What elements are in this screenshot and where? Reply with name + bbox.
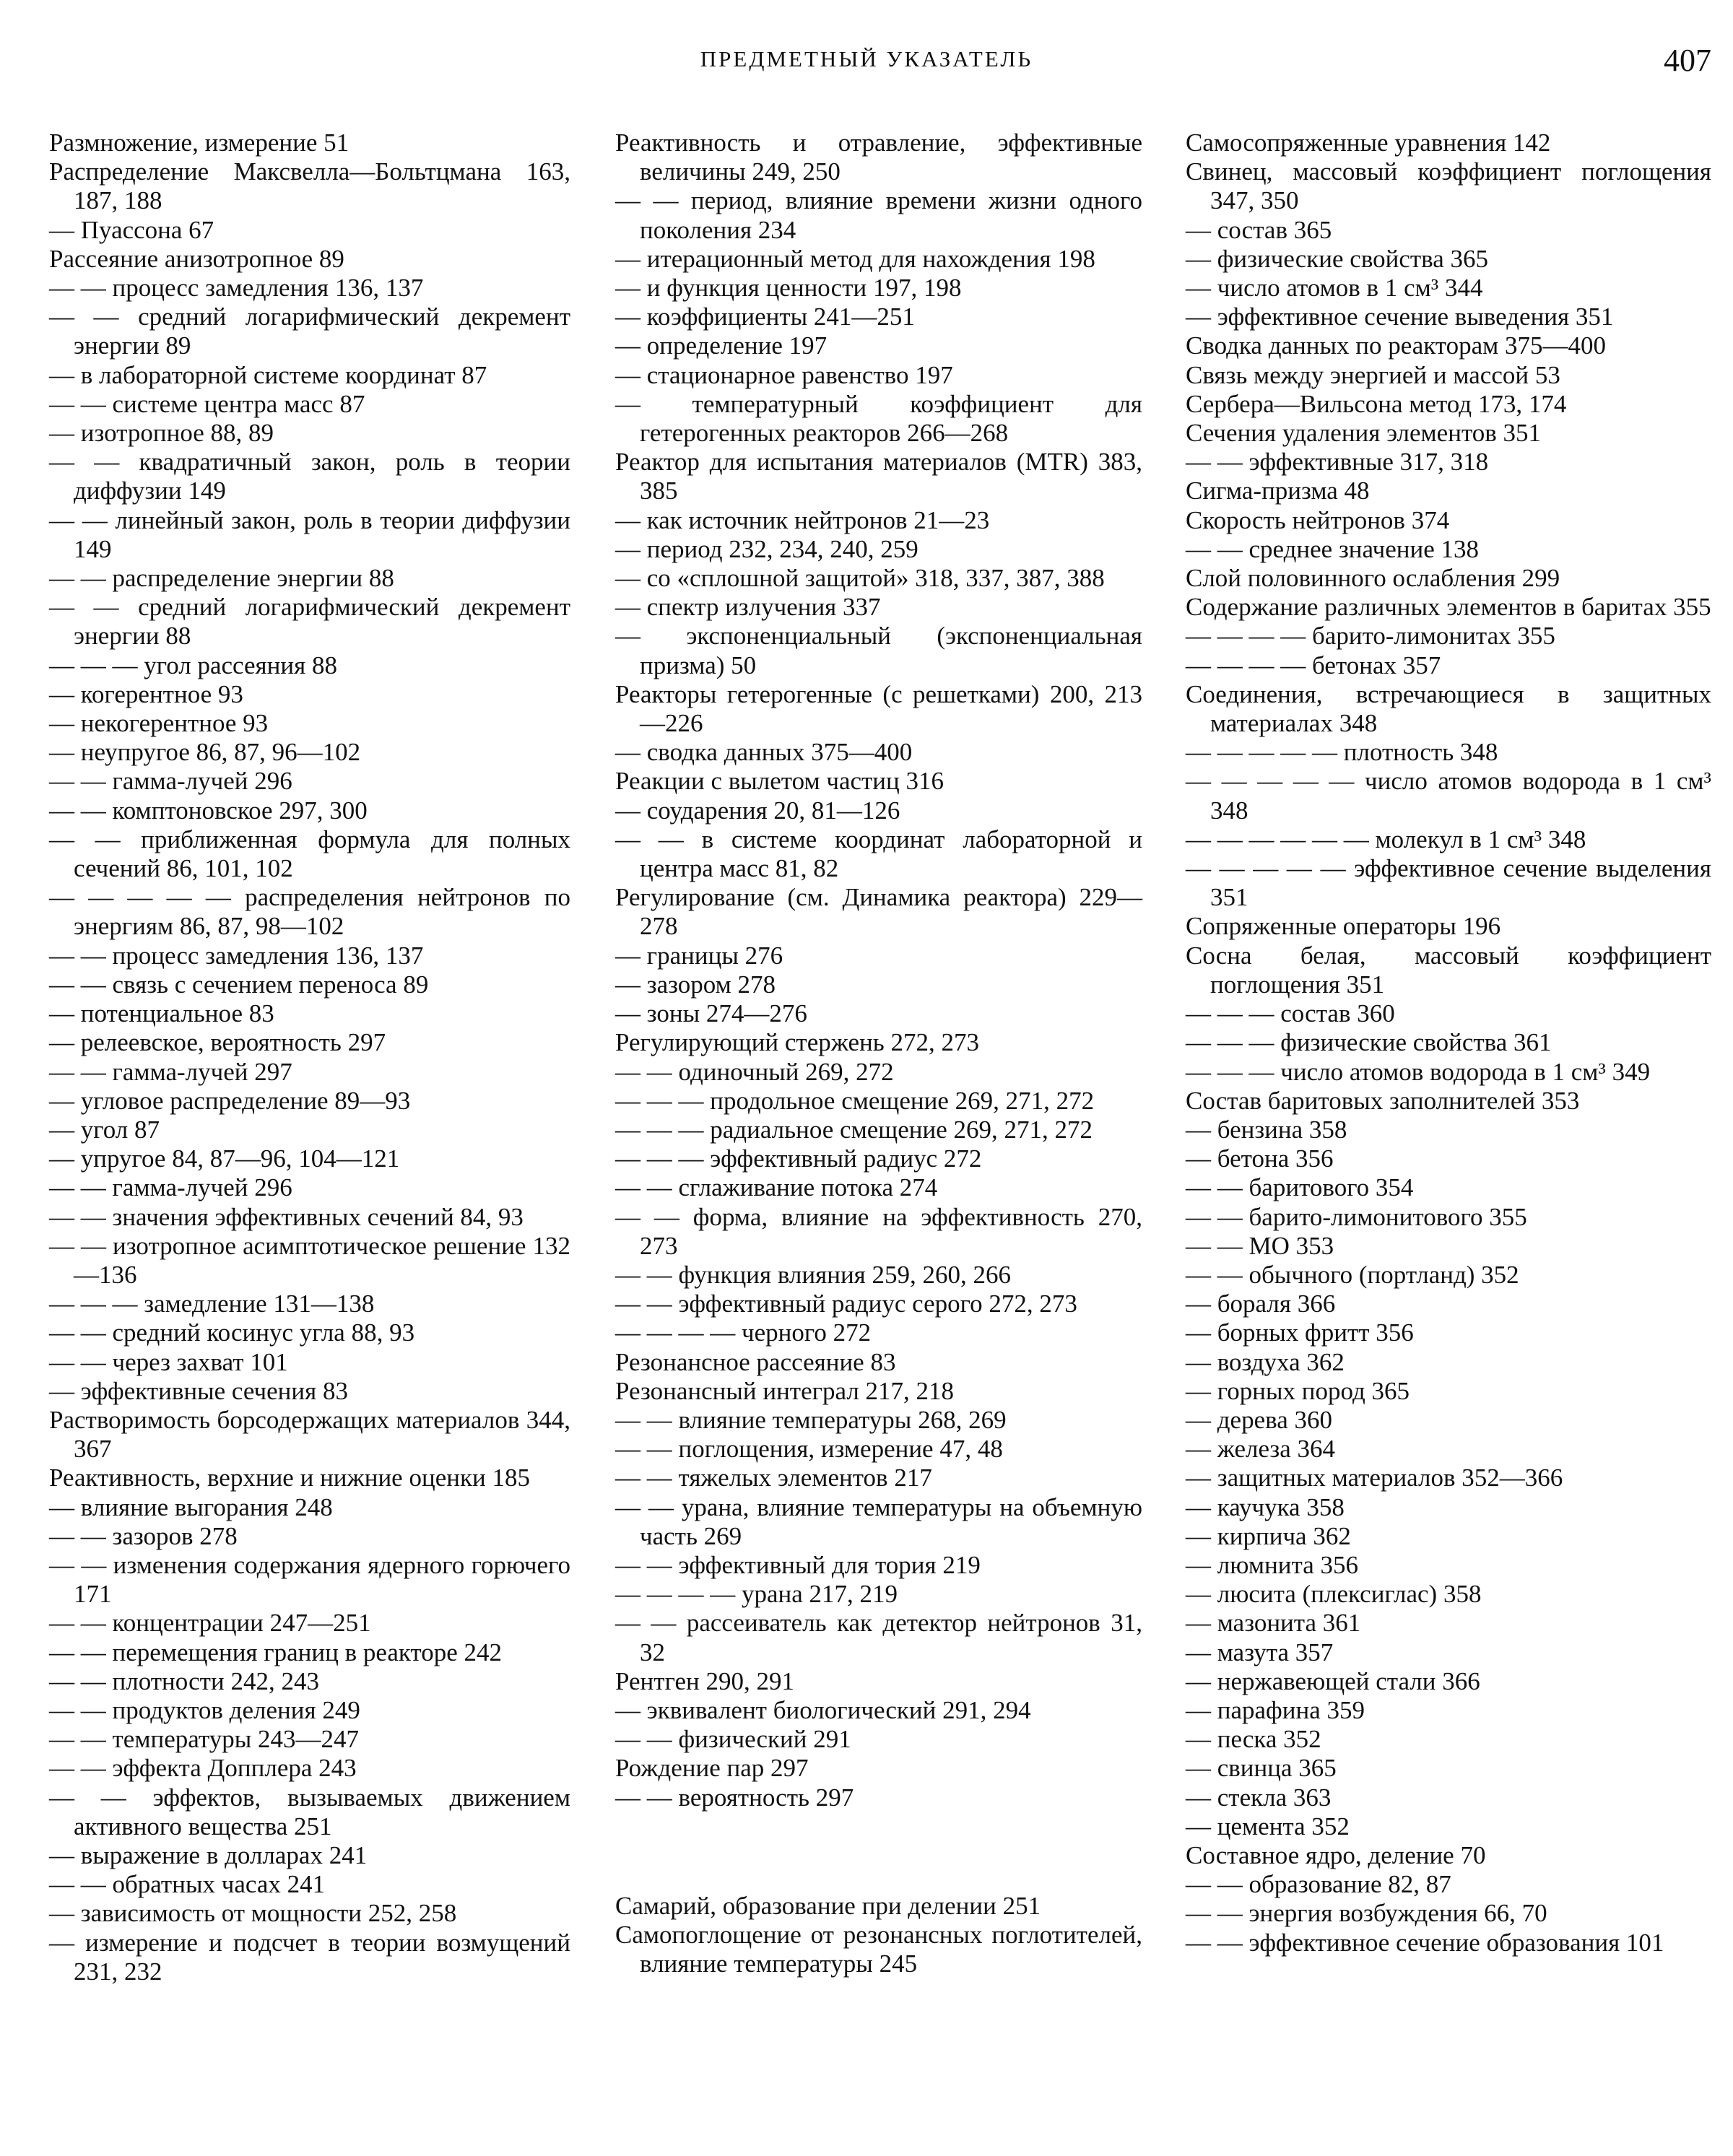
index-entry: — зависимость от мощности 252, 258	[49, 1899, 457, 1928]
index-entry: Слой половинного ослабления 299	[1186, 564, 1560, 593]
index-entry: — границы 276	[615, 941, 783, 970]
index-entry: — — — состав 360	[1186, 999, 1395, 1028]
index-entry: — — эффекта Допплера 243	[49, 1754, 357, 1783]
index-entry: — — МО 353	[1186, 1231, 1334, 1260]
index-entry: — песка 352	[1186, 1725, 1321, 1754]
running-title: ПРЕДМЕТНЫЙ УКАЗАТЕЛЬ	[700, 46, 1033, 71]
index-entry: — борных фритт 356	[1186, 1318, 1414, 1347]
index-entry: — некогерентное 93	[49, 709, 269, 738]
index-entry: — угловое распределение 89—93	[49, 1086, 411, 1115]
index-entry: — — образование 82, 87	[1186, 1870, 1451, 1899]
index-entry: — — эффектов, вызываемых движением активного вещества 251	[49, 1783, 570, 1840]
index-entry: Самосопряженные уравнения 142	[1186, 129, 1551, 157]
index-entry: — люсита (плексиглас) 358	[1186, 1580, 1482, 1609]
index-entry: Рентген 290, 291	[615, 1666, 794, 1695]
index-entry: — — поглощения, измерение 47, 48	[615, 1435, 1003, 1464]
index-entry: — стационарное равенство 197	[615, 360, 953, 389]
index-entry: — — эффективный для тория 219	[615, 1550, 981, 1579]
index-entry: — — барито-лимонитового 355	[1186, 1202, 1527, 1231]
index-entry: — — концентрации 247—251	[49, 1609, 371, 1638]
index-entry: — защитных материалов 352—366	[1186, 1464, 1563, 1492]
index-entry: — эффективные сечения 83	[49, 1376, 348, 1405]
index-entry: — — через захват 101	[49, 1347, 288, 1376]
index-entry: — эффективное сечение выведения 351	[1186, 303, 1614, 331]
index-entry: — — квадратичный закон, роль в теории диффузии 149	[49, 448, 570, 505]
index-entry: — — линейный закон, роль в теории диффузии 149	[49, 505, 570, 563]
index-entry: Составное ядро, деление 70	[1186, 1840, 1486, 1869]
index-entry: — — энергия возбуждения 66, 70	[1186, 1899, 1547, 1928]
index-entry: — — функция влияния 259, 260, 266	[615, 1260, 1012, 1289]
index-entry: Самопоглощение от резонансных поглотителей, влияние температуры 245	[615, 1920, 1142, 1978]
index-entry: — — зазоров 278	[49, 1521, 238, 1550]
index-entry: Реакторы гетерогенные (с решетками) 200, 213—226	[615, 679, 1142, 738]
index-entry: — физические свойства 365	[1186, 244, 1489, 273]
index-entry: — — физический 291	[615, 1725, 851, 1754]
index-entry: — — вероятность 297	[615, 1783, 854, 1812]
index-entry: Самарий, образование при делении 251	[615, 1891, 1041, 1920]
index-entry: — влияние выгорания 248	[49, 1492, 333, 1521]
index-entry: — упругое 84, 87—96, 104—121	[49, 1144, 400, 1173]
index-entry: Резонансное рассеяние 83	[615, 1347, 896, 1376]
index-entry: — стекла 363	[1186, 1783, 1332, 1812]
index-entry: — когерентное 93	[49, 679, 243, 708]
index-entry: — коэффициенты 241—251	[615, 303, 915, 331]
index-entry: — — средний косинус угла 88, 93	[49, 1318, 415, 1347]
index-entry: — бензина 358	[1186, 1115, 1347, 1144]
index-entry: — соударения 20, 81—126	[615, 796, 900, 825]
index-entry: — — продуктов деления 249	[49, 1695, 360, 1724]
index-entry: Сводка данных по реакторам 375—400	[1186, 331, 1607, 360]
index-entry: — люмнита 356	[1186, 1550, 1359, 1579]
index-entry: Растворимость борсодержащих материалов 344, 367	[49, 1405, 570, 1464]
index-entry: — — связь с сечением переноса 89	[49, 970, 429, 999]
index-entry: Сигма-призма 48	[1186, 477, 1370, 505]
index-entry: — как источник нейтронов 21—23	[615, 505, 990, 534]
index-entry: — — процесс замедления 136, 137	[49, 274, 424, 303]
index-entry: — зоны 274—276	[615, 999, 807, 1028]
index-entry: — — одиночный 269, 272	[615, 1057, 894, 1086]
index-entry: — — — — — плотность 348	[1186, 738, 1498, 767]
index-entry: — измерение и подсчет в теории возмущений 231, 232	[49, 1928, 570, 1986]
index-entry: — сводка данных 375—400	[615, 738, 913, 767]
index-entry: Распределение Максвелла—Больтцмана 163, 187, 188	[49, 157, 570, 215]
index-entry: Сопряженные операторы 196	[1186, 912, 1501, 941]
index-entry: — — изменения содержания ядерного горючего 171	[49, 1550, 570, 1609]
letter-gap	[615, 1838, 1142, 1866]
index-entry: — кирпича 362	[1186, 1521, 1351, 1550]
index-entry: — — комптоновское 297, 300	[49, 796, 368, 825]
index-entry: Рассеяние анизотропное 89	[49, 244, 344, 273]
index-entry: — горных пород 365	[1186, 1376, 1410, 1405]
index-entry: — — — физические свойства 361	[1186, 1028, 1552, 1057]
index-entry: — в лабораторной системе координат 87	[49, 360, 487, 389]
index-entry: — — средний логарифмический декремент энергии 89	[49, 303, 570, 360]
index-entry: — потенциальное 83	[49, 999, 274, 1028]
index-entry: — определение 197	[615, 331, 828, 360]
index-entry: Реактор для испытания материалов (MTR) 383, 385	[615, 448, 1142, 505]
index-entry: — — температуры 243—247	[49, 1725, 359, 1754]
index-entry: Регулирующий стержень 272, 273	[615, 1028, 979, 1057]
index-entry: — угол 87	[49, 1115, 160, 1144]
index-entry: — — в системе координат лабораторной и центра масс 81, 82	[615, 825, 1142, 883]
index-entry: Состав баритовых заполнителей 353	[1186, 1086, 1580, 1115]
index-entry: — — гамма-лучей 296	[49, 1173, 292, 1202]
index-entry: — каучука 358	[1186, 1492, 1345, 1521]
index-entry: — — — — — число атомов водорода в 1 см³ 348	[1186, 767, 1711, 825]
page-number: 407	[1664, 43, 1711, 78]
index-entry: — — — — — — молекул в 1 см³ 348	[1186, 825, 1586, 853]
index-entry: — — гамма-лучей 296	[49, 767, 292, 796]
index-entry: — — эффективные 317, 318	[1186, 448, 1489, 477]
index-entry: — — средний логарифмический декремент энергии 88	[49, 593, 570, 651]
index-entry: — — изотропное асимптотическое решение 132—136	[49, 1231, 570, 1289]
index-entry: — — — радиальное смещение 269, 271, 272	[615, 1115, 1093, 1144]
index-entry: — железа 364	[1186, 1435, 1336, 1464]
index-entry: — период 232, 234, 240, 259	[615, 534, 918, 563]
index-entry: Резонансный интеграл 217, 218	[615, 1376, 955, 1405]
index-entry: — — распределение энергии 88	[49, 564, 394, 593]
index-entry: — бетона 356	[1186, 1144, 1334, 1173]
index-entry: — воздуха 362	[1186, 1347, 1345, 1376]
index-entry: — экспоненциальный (экспоненциальная призма) 50	[615, 622, 1142, 679]
index-entry: — — перемещения границ в реакторе 242	[49, 1638, 503, 1666]
index-column-3	[1186, 129, 1711, 1957]
index-entry: — — — — барито-лимонитах 355	[1186, 622, 1555, 651]
index-entry: — парафина 359	[1186, 1695, 1365, 1724]
index-entry: Сосна белая, массовый коэффициент поглощения 351	[1186, 941, 1711, 999]
index-entry: — — период, влияние времени жизни одного поколения 234	[615, 186, 1142, 244]
index-entry: Содержание различных элементов в баритах 355	[1186, 593, 1711, 622]
index-entry: — со «сплошной защитой» 318, 337, 387, 388	[615, 564, 1105, 593]
index-entry: Свинец, массовый коэффициент поглощения 347, 350	[1186, 157, 1711, 215]
index-entry: Сербера—Вильсона метод 173, 174	[1186, 389, 1567, 418]
index-entry: — цемента 352	[1186, 1812, 1350, 1840]
index-entry: — — — — черного 272	[615, 1318, 872, 1347]
index-entry: — свинца 365	[1186, 1754, 1337, 1783]
index-entry: — — сглаживание потока 274	[615, 1173, 938, 1202]
index-entry: — — среднее значение 138	[1186, 534, 1480, 563]
index-entry: — — — замедление 131—138	[49, 1290, 375, 1318]
index-entry: — — тяжелых элементов 217	[615, 1464, 932, 1492]
index-entry: — — — число атомов водорода в 1 см³ 349	[1186, 1057, 1651, 1086]
index-entry: — спектр излучения 337	[615, 593, 881, 622]
index-entry: Регулирование (см. Динамика реактора) 229—278	[615, 883, 1142, 941]
index-entry: — — урана, влияние температуры на объемную часть 269	[615, 1492, 1142, 1550]
index-entry: — — процесс замедления 136, 137	[49, 941, 424, 970]
index-entry: — — — угол рассеяния 88	[49, 651, 337, 679]
index-entry: — неупругое 86, 87, 96—102	[49, 738, 361, 767]
index-entry: — итерационный метод для нахождения 198	[615, 244, 1095, 273]
index-entry: Сечения удаления элементов 351	[1186, 419, 1542, 448]
index-column-2	[615, 129, 1142, 1978]
index-entry: — температурный коэффициент для гетерогенных реакторов 266—268	[615, 389, 1142, 448]
index-entry: — — — — — эффективное сечение выделения 351	[1186, 854, 1711, 912]
index-entry: Реактивность и отравление, эффективные величины 249, 250	[615, 129, 1142, 186]
index-entry: — эквивалент биологический 291, 294	[615, 1695, 1031, 1724]
index-entry: — — — эффективный радиус 272	[615, 1144, 982, 1173]
page-header	[0, 42, 1733, 85]
index-entry: — мазута 357	[1186, 1638, 1334, 1666]
index-entry: Соединения, встречающиеся в защитных материалах 348	[1186, 679, 1711, 738]
index-entry: — бораля 366	[1186, 1290, 1336, 1318]
index-entry: — нержавеющей стали 366	[1186, 1666, 1480, 1695]
index-entry: — дерева 360	[1186, 1405, 1332, 1434]
index-entry: Рождение пар 297	[615, 1754, 809, 1783]
index-entry: — — рассеиватель как детектор нейтронов 31, 32	[615, 1609, 1142, 1666]
index-entry: — и функция ценности 197, 198	[615, 274, 962, 303]
index-entry: — состав 365	[1186, 215, 1332, 244]
index-entry: Реактивность, верхние и нижние оценки 185	[49, 1464, 530, 1492]
index-entry: — — — продольное смещение 269, 271, 272	[615, 1086, 1095, 1115]
index-entry: — — эффективное сечение образования 101	[1186, 1928, 1664, 1957]
index-entry: — — эффективный радиус серого 272, 273	[615, 1290, 1077, 1318]
index-entry: — — — — — распределения нейтронов по энергиям 86, 87, 98—102	[49, 883, 570, 941]
index-column-1	[49, 129, 570, 1986]
index-entry: — — обратных часах 241	[49, 1870, 326, 1899]
index-entry: — изотропное 88, 89	[49, 419, 274, 448]
index-entry: Реакции с вылетом частиц 316	[615, 767, 944, 796]
index-entry: — — форма, влияние на эффективность 270, 273	[615, 1202, 1142, 1260]
index-entry: — — плотности 242, 243	[49, 1666, 319, 1695]
index-entry: — — приближенная формула для полных сечений 86, 101, 102	[49, 825, 570, 883]
index-entry: — — гамма-лучей 297	[49, 1057, 292, 1086]
index-entry: — — обычного (портланд) 352	[1186, 1260, 1519, 1289]
index-entry: — релеевское, вероятность 297	[49, 1028, 386, 1057]
index-entry: — — — — урана 217, 219	[615, 1580, 898, 1609]
index-entry: — выражение в долларах 241	[49, 1840, 368, 1869]
index-entry: — зазором 278	[615, 970, 776, 999]
index-entry: — — баритового 354	[1186, 1173, 1414, 1202]
index-entry: — мазонита 361	[1186, 1609, 1361, 1638]
index-entry: Размножение, измерение 51	[49, 129, 349, 157]
index-entry: — — системе центра масс 87	[49, 389, 365, 418]
index-entry: Связь между энергией и массой 53	[1186, 360, 1560, 389]
index-entry: Скорость нейтронов 374	[1186, 505, 1450, 534]
index-entry: — — влияние температуры 268, 269	[615, 1405, 1007, 1434]
index-entry: — — значения эффективных сечений 84, 93	[49, 1202, 524, 1231]
index-entry: — — — — бетонах 357	[1186, 651, 1441, 679]
index-entry: — число атомов в 1 см³ 344	[1186, 274, 1483, 303]
index-entry: — Пуассона 67	[49, 215, 214, 244]
